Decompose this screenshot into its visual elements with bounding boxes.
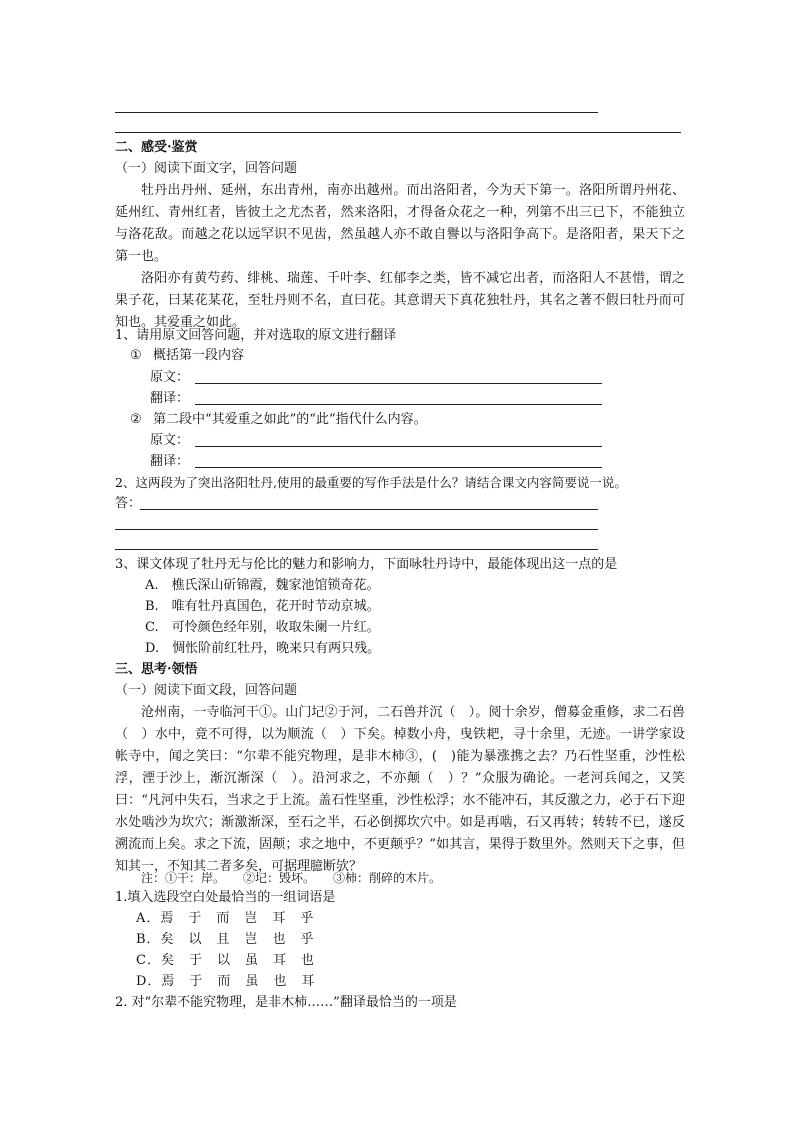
answer-line <box>195 383 602 384</box>
answer-line <box>195 446 602 447</box>
question-stem: 2. 对“尔辈不能究物理，是非木柿……”翻译最恰当的一项是 <box>115 995 457 1010</box>
answer-line <box>115 112 598 113</box>
answer-line <box>195 467 602 468</box>
choice-b: B. 唯有牡丹真国色，花开时节动京城。 <box>145 599 380 614</box>
translation-label: 翻译： <box>150 391 190 406</box>
question-stem: 3、课文体现了牡丹无与伦比的魅力和影响力，下面咏牡丹诗中，最能体现出这一点的是 <box>115 557 618 572</box>
question-stem: 1.填入选段空白处最恰当的一组词语是 <box>115 890 336 905</box>
part-title: （一）阅读下面文段，回答问题 <box>115 683 298 698</box>
passage <box>115 702 685 878</box>
answer-label: 答： <box>115 496 142 511</box>
sub-question-text: 第二段中“其爱重之如此”的“此”指代什么内容。 <box>153 412 427 427</box>
passage-paragraph: 沧州南，一寺临河干①。山门圮②于河，二石兽并沉（ ）。阅十余岁，僧募金重修，求二石兽（ ）水中，竟不可得，以为顺流（ ）下矣。棹数小舟，曳铁耙，寻十余里，无迹。一讲学家设帐寺中，闻之笑曰：“尔辈不能究物理，是非木柿③，( )能为暴涨携之去？乃石性坚重，沙性松浮，湮于沙上，渐沉渐深（ ）。沿河求之，不亦颠（ ）？”众服为确论。一老河兵闻之，又笑曰：“凡河中失石，当求之于上流。盖石性坚重，沙性松浮；水不能冲石，其反激之力，必于石下迎水处啮沙为坎穴；渐激渐深，至石之半，石必倒掷坎穴中。如是再啮，石又再转；转转不已，遂反溯流而上矣。求之下流，固颠；求之地中，不更颠乎？”如其言，果得于数里外。然则天下之事，但知其一，不知其二者多矣，可据理臆断欤？ <box>115 705 685 874</box>
part-title: （一）阅读下面文字，回答问题 <box>115 161 298 176</box>
option-c: C．矣 于 以 虽 耳 也 <box>136 953 315 968</box>
question-stem: 1、请用原文回答问题，并对选取的原文进行翻译 <box>115 328 397 343</box>
choice-c: C. 可怜颜色经年别，收取朱阑一片红。 <box>145 620 380 635</box>
choice-d: D. 惆怅阶前红牡丹，晚来只有两只残。 <box>145 641 381 656</box>
section-heading: 二、感受·鉴赏 <box>115 140 198 155</box>
answer-line <box>115 549 598 550</box>
sub-question-number: ② <box>130 412 142 427</box>
section-heading: 三、思考·领悟 <box>115 662 198 677</box>
sub-question-number: ① <box>130 348 142 363</box>
option-a: A．焉 于 而 岂 耳 乎 <box>136 911 315 926</box>
option-d: D．焉 于 而 虽 也 耳 <box>136 974 316 989</box>
original-label: 原文： <box>150 433 190 448</box>
choice-a: A. 樵氏深山斫锦霞，魏家池馆锁奇花。 <box>145 578 380 593</box>
answer-line <box>195 404 602 405</box>
passage-paragraph: 牡丹出丹州、延州，东出青州，南亦出越州。而出洛阳者，今为天下第一。洛阳所谓丹州花、延州红、青州红者，皆彼土之尤杰者，然来洛阳，才得备众花之一种，列第不出三已下，不能独立与洛花敌。而越之花以远罕识不见齿，然虽越人亦不敢自譽以与洛阳争高下。是洛阳者，果天下之第一也。 <box>115 183 685 264</box>
footnotes: 注：①干：岸。 ②圮：毁坏。 ③柿：削碎的木片。 <box>141 871 442 885</box>
option-b: B．矣 以 且 岂 也 乎 <box>136 932 315 947</box>
question-stem: 2、这两段为了突出洛阳牡丹,使用的最重要的写作手法是什么？请结合课文内容简要说一说。 <box>115 475 627 490</box>
answer-line <box>115 529 598 530</box>
translation-label: 翻译： <box>150 454 190 469</box>
sub-question-text: 概括第一段内容 <box>153 348 245 363</box>
passage <box>115 180 685 334</box>
answer-line <box>140 509 598 510</box>
original-label: 原文： <box>150 370 190 385</box>
answer-line <box>115 132 681 133</box>
passage-paragraph: 洛阳亦有黄芍药、绯桃、瑞莲、千叶李、红郁李之类，皆不减它出者，而洛阳人不甚惜，谓之果子花，曰某花某花，至牡丹则不名，直曰花。其意谓天下真花独牡丹，其名之著不假曰牡丹而可知也。其爱重之如此。 <box>115 271 685 330</box>
